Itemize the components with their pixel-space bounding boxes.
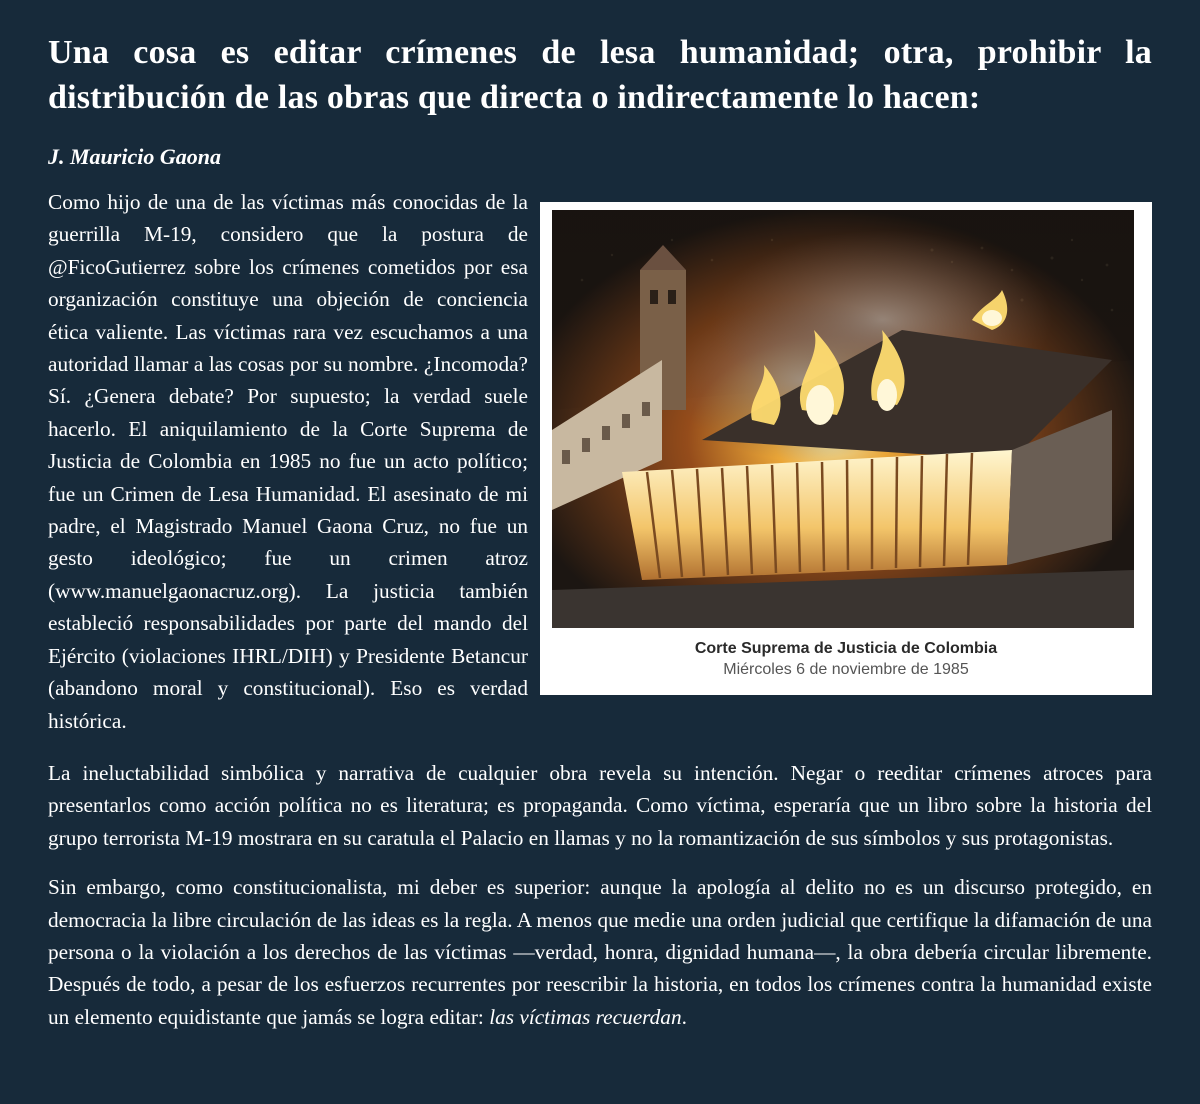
- paragraph-2: La ineluctabilidad simbólica y narrativa de cualquier obra revela su intención. Negar o reeditar crímenes atroces para presentarlos como acción política no es literatura; es propaganda. Como víctima, esperaría que un libro sobre la historia del grupo terrorista M-19 mostrara en su caratula el Palacio en llamas y no la romantización de sus símbolos y sus protagonistas.: [48, 760, 1152, 850]
- caption-date: Miércoles 6 de noviembre de 1985: [723, 661, 969, 678]
- photo-caption: [552, 638, 1140, 680]
- intro-row: [48, 186, 1152, 737]
- caption-title: Corte Suprema de Justicia de Colombia: [694, 640, 998, 657]
- article-author: J. Mauricio Gaona: [48, 144, 221, 169]
- burning-palace-photo: [552, 210, 1134, 628]
- article-title: Una cosa es editar crímenes de lesa humanidad; otra, prohibir la distribución de las obras que directa o indirectamente lo hacen:: [48, 34, 1152, 116]
- paragraph-3-emphasis: las víctimas recuerdan: [489, 1004, 682, 1029]
- photo-figure: [540, 202, 1152, 695]
- paragraph-3: [48, 871, 1152, 1033]
- paragraph-1: Como hijo de una de las víctimas más conocidas de la guerrilla M-19, considero que la postura de @FicoGutierrez sobre los crímenes cometidos por esa organización constituye una objeción de conciencia ética valiente. Las víctimas rara vez escuchamos a una autoridad llamar a las cosas por su nombre. ¿Incomoda? Sí. ¿Genera debate? Por supuesto; la verdad suele hacerlo. El aniquilamiento de la Corte Suprema de Justicia de Colombia en 1985 no fue un acto político; fue un Crimen de Lesa Humanidad. El asesinato de mi padre, el Magistrado Manuel Gaona Cruz, no fue un gesto ideológico; fue un crimen atroz (www.manuelgaonacruz.org). La justicia también estableció responsabilidades por parte del mando del Ejército (violaciones IHRL/DIH) y Presidente Betancur (abandono moral y constitucional). Eso es verdad histórica.: [48, 190, 528, 733]
- paragraph-3-text: Sin embargo, como constitucionalista, mi deber es superior: aunque la apología al delito no es un discurso protegido, en democracia la libre circulación de las ideas es la regla. A menos que medie una orden judicial que certifique la difamación de una persona o la violación a los derechos de las víctimas —verdad, honra, dignidad humana—, la obra debería circular libremente. Después de todo, a pesar de los esfuerzos recurrentes por reescribir la historia, en todos los crímenes contra la humanidad existe un elemento equidistante que jamás se logra editar:: [48, 875, 1152, 1029]
- paragraph-3-end: .: [681, 1004, 687, 1029]
